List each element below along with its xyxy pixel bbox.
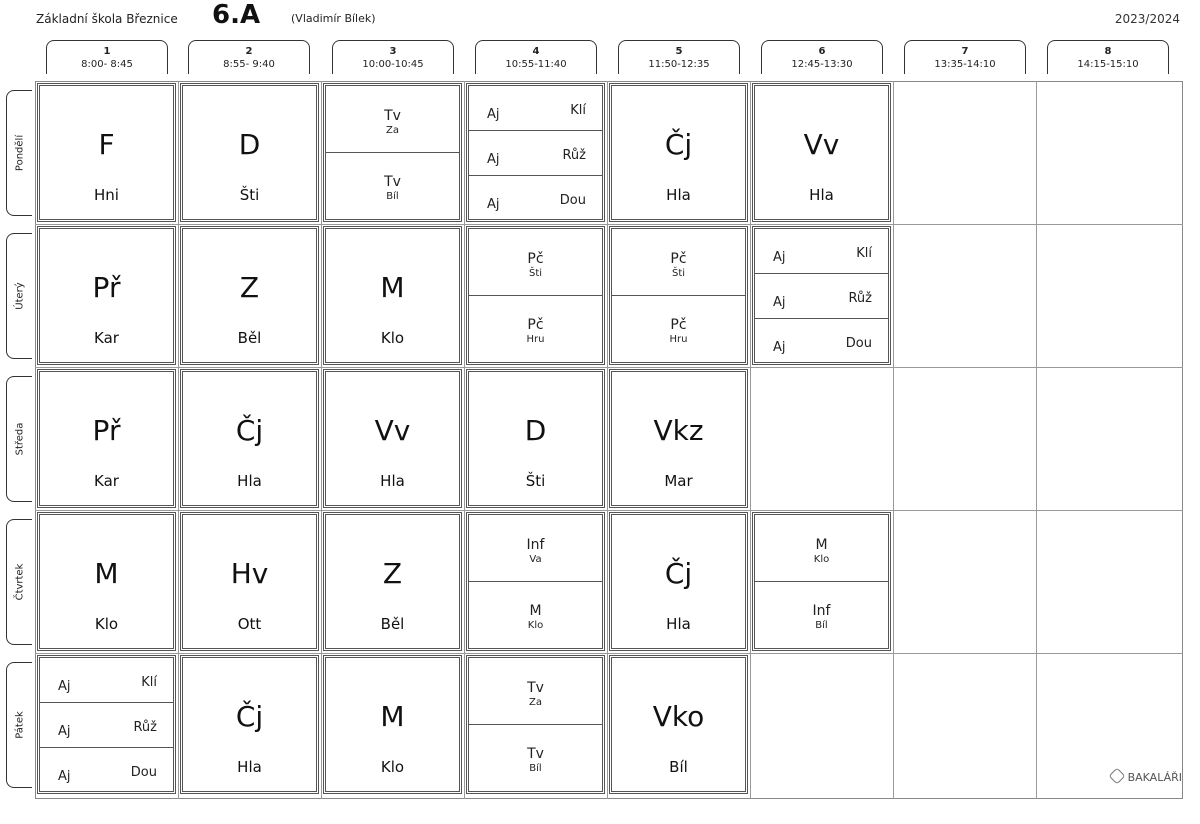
lesson-group (755, 319, 888, 363)
lesson-cell[interactable] (180, 226, 319, 365)
lesson-subject: Tv (527, 680, 544, 696)
lesson-teacher: Růž (562, 147, 586, 163)
school-year: 2023/2024 (1114, 12, 1180, 26)
lesson-group (469, 86, 602, 130)
lesson-cell[interactable] (37, 512, 176, 651)
lesson-teacher: Hni (94, 186, 119, 204)
lesson-teacher: Klí (570, 102, 586, 118)
lesson-cell[interactable] (180, 655, 319, 794)
grid-divider (893, 81, 894, 799)
lesson-subject: Aj (773, 249, 786, 265)
lesson-subject: M (380, 700, 405, 733)
lesson-group-top (612, 251, 745, 279)
split-divider (755, 581, 888, 582)
lesson-subject: Tv (384, 174, 401, 190)
day-label-tuesday (6, 233, 32, 359)
lesson-group-bottom (469, 317, 602, 345)
period-number: 4 (532, 46, 540, 57)
lesson-group-top (469, 680, 602, 708)
period-number: 1 (103, 46, 111, 57)
lesson-teacher: Za (386, 125, 399, 136)
lesson-subject: Inf (812, 603, 831, 619)
lesson-teacher: Dou (845, 335, 872, 351)
lesson-subject: Čj (664, 128, 693, 161)
lesson-teacher: Ott (237, 615, 262, 633)
lesson-cell-groups[interactable] (37, 655, 176, 794)
lesson-group (469, 176, 602, 220)
lesson-subject: Z (382, 557, 403, 590)
lesson-teacher: Dou (130, 764, 157, 780)
period-number: 3 (389, 46, 397, 57)
lesson-cell[interactable] (323, 226, 462, 365)
lesson-teacher: Hla (380, 472, 405, 490)
day-name: Středa (14, 422, 25, 456)
lesson-teacher: Va (529, 554, 542, 565)
lesson-cell-split[interactable] (466, 655, 605, 794)
lesson-group-bottom (469, 603, 602, 631)
lesson-teacher: Hla (666, 186, 691, 204)
lesson-teacher: Za (529, 697, 542, 708)
lesson-subject: Aj (773, 294, 786, 310)
lesson-teacher: Růž (133, 719, 157, 735)
lesson-teacher: Kar (94, 329, 119, 347)
lesson-teacher: Kar (94, 472, 119, 490)
period-header-4 (475, 40, 597, 74)
period-header-5 (618, 40, 740, 74)
grid-divider (321, 81, 322, 799)
day-name: Úterý (14, 282, 25, 310)
day-label-friday (6, 662, 32, 788)
grid-divider (178, 81, 179, 799)
lesson-subject: D (238, 128, 261, 161)
grid-divider (464, 81, 465, 799)
class-name: 6.A (212, 0, 261, 30)
lesson-teacher: Hla (666, 615, 691, 633)
lesson-subject: Pč (670, 317, 687, 333)
lesson-cell[interactable] (323, 369, 462, 508)
lesson-teacher: Hla (237, 758, 262, 776)
period-number: 6 (818, 46, 826, 57)
lesson-group-top (326, 108, 459, 136)
lesson-teacher: Hru (526, 334, 545, 345)
lesson-teacher: Hla (237, 472, 262, 490)
lesson-subject: Aj (487, 151, 500, 167)
lesson-group (40, 703, 173, 747)
lesson-cell[interactable] (180, 83, 319, 222)
lesson-teacher: Dou (559, 192, 586, 208)
lesson-cell[interactable] (609, 655, 748, 794)
class-teacher: (Vladimír Bílek) (291, 12, 376, 25)
lesson-cell-split[interactable] (466, 512, 605, 651)
lesson-subject: Aj (58, 678, 71, 694)
lesson-teacher: Šti (525, 472, 546, 490)
period-number: 8 (1104, 46, 1112, 57)
lesson-subject: Čj (235, 700, 264, 733)
lesson-subject: Aj (58, 723, 71, 739)
lesson-teacher: Mar (664, 472, 693, 490)
lesson-cell-split[interactable] (466, 226, 605, 365)
period-header-3 (332, 40, 454, 74)
lesson-subject: Čj (235, 414, 264, 447)
lesson-subject: F (98, 128, 115, 161)
lesson-subject: Pč (527, 317, 544, 333)
lesson-subject: Vko (652, 700, 705, 733)
lesson-subject: Vv (374, 414, 411, 447)
split-divider (326, 152, 459, 153)
period-number: 5 (675, 46, 683, 57)
lesson-subject: Vv (803, 128, 840, 161)
lesson-group (469, 131, 602, 175)
lesson-cell-split[interactable] (609, 226, 748, 365)
split-divider (469, 581, 602, 582)
lesson-group (40, 658, 173, 702)
logo-text: BAKALÁŘI (1127, 771, 1182, 784)
period-time: 12:45-13:30 (791, 59, 853, 70)
period-time: 13:35-14:10 (934, 59, 996, 70)
lesson-subject: Čj (664, 557, 693, 590)
lesson-subject: M (529, 603, 542, 619)
lesson-cell[interactable] (609, 369, 748, 508)
lesson-cell-split[interactable] (323, 83, 462, 222)
period-time: 14:15-15:10 (1077, 59, 1139, 70)
lesson-subject: Pč (670, 251, 687, 267)
lesson-subject: Vkz (653, 414, 704, 447)
lesson-teacher: Běl (380, 615, 405, 633)
lesson-subject: Aj (487, 196, 500, 212)
lesson-teacher: Bíl (529, 763, 542, 774)
period-time: 10:55-11:40 (505, 59, 567, 70)
split-divider (469, 724, 602, 725)
day-name: Pátek (14, 711, 25, 739)
timetable-header (0, 0, 1200, 36)
lesson-teacher: Šti (528, 268, 543, 279)
day-label-monday (6, 90, 32, 216)
period-time: 10:00-10:45 (362, 59, 424, 70)
lesson-subject: M (815, 537, 828, 553)
lesson-teacher: Klo (380, 329, 405, 347)
lesson-teacher: Hla (809, 186, 834, 204)
period-time: 11:50-12:35 (648, 59, 710, 70)
grid-divider (35, 653, 1183, 654)
period-header-7 (904, 40, 1026, 74)
lesson-subject: Př (92, 414, 121, 447)
lesson-teacher: Šti (239, 186, 260, 204)
lesson-subject: M (380, 271, 405, 304)
grid-divider (35, 224, 1183, 225)
split-divider (469, 295, 602, 296)
period-header-2 (188, 40, 310, 74)
lesson-group-bottom (755, 603, 888, 631)
lesson-group-top (469, 251, 602, 279)
lesson-group-bottom (469, 746, 602, 774)
lesson-group (755, 274, 888, 318)
lesson-group (755, 229, 888, 273)
grid-divider (35, 510, 1183, 511)
period-time: 8:55- 9:40 (223, 59, 275, 70)
period-header-8 (1047, 40, 1169, 74)
period-header-1 (46, 40, 168, 74)
day-name: Čtvrtek (14, 563, 25, 601)
day-label-thursday (6, 519, 32, 645)
lesson-teacher: Klo (527, 620, 544, 631)
lesson-subject: Tv (384, 108, 401, 124)
period-time: 8:00- 8:45 (81, 59, 133, 70)
lesson-group (40, 748, 173, 792)
split-divider (612, 295, 745, 296)
lesson-subject: Inf (526, 537, 545, 553)
lesson-subject: Pč (527, 251, 544, 267)
lesson-teacher: Klí (856, 245, 872, 261)
lesson-subject: Aj (487, 106, 500, 122)
lesson-group-bottom (326, 174, 459, 202)
lesson-cell[interactable] (323, 655, 462, 794)
lesson-subject: Hv (230, 557, 269, 590)
period-header-6 (761, 40, 883, 74)
day-name: Pondělí (14, 134, 25, 172)
lesson-subject: D (524, 414, 547, 447)
lesson-teacher: Běl (237, 329, 262, 347)
lesson-cell[interactable] (37, 226, 176, 365)
lesson-group-top (755, 537, 888, 565)
lesson-cell[interactable] (323, 512, 462, 651)
lesson-cell[interactable] (609, 83, 748, 222)
lesson-cell[interactable] (466, 369, 605, 508)
lesson-subject: Aj (773, 339, 786, 355)
grid-divider (607, 81, 608, 799)
hexagon-icon (1108, 768, 1125, 785)
lesson-subject: Př (92, 271, 121, 304)
grid-divider (1036, 81, 1037, 799)
lesson-cell-groups[interactable] (466, 83, 605, 222)
grid-divider (750, 81, 751, 799)
lesson-teacher: Klo (813, 554, 830, 565)
school-name: Základní škola Březnice (36, 12, 178, 26)
lesson-teacher: Bíl (815, 620, 828, 631)
bakalari-logo (1111, 770, 1182, 784)
lesson-cell[interactable] (37, 369, 176, 508)
lesson-teacher: Hru (669, 334, 688, 345)
lesson-cell-groups[interactable] (752, 226, 891, 365)
lesson-cell[interactable] (37, 83, 176, 222)
lesson-group-bottom (612, 317, 745, 345)
lesson-teacher: Klo (94, 615, 119, 633)
lesson-subject: Aj (58, 768, 71, 784)
lesson-cell[interactable] (609, 512, 748, 651)
lesson-teacher: Klo (380, 758, 405, 776)
lesson-teacher: Bíl (386, 191, 399, 202)
period-number: 2 (245, 46, 253, 57)
period-number: 7 (961, 46, 969, 57)
lesson-cell[interactable] (752, 83, 891, 222)
lesson-teacher: Klí (141, 674, 157, 690)
lesson-cell-split[interactable] (752, 512, 891, 651)
lesson-group-top (469, 537, 602, 565)
day-label-wednesday (6, 376, 32, 502)
lesson-teacher: Bíl (669, 758, 688, 776)
lesson-subject: M (94, 557, 119, 590)
lesson-subject: Tv (527, 746, 544, 762)
grid-divider (35, 367, 1183, 368)
lesson-cell[interactable] (180, 512, 319, 651)
lesson-cell[interactable] (180, 369, 319, 508)
lesson-teacher: Růž (848, 290, 872, 306)
lesson-teacher: Šti (671, 268, 686, 279)
lesson-subject: Z (239, 271, 260, 304)
